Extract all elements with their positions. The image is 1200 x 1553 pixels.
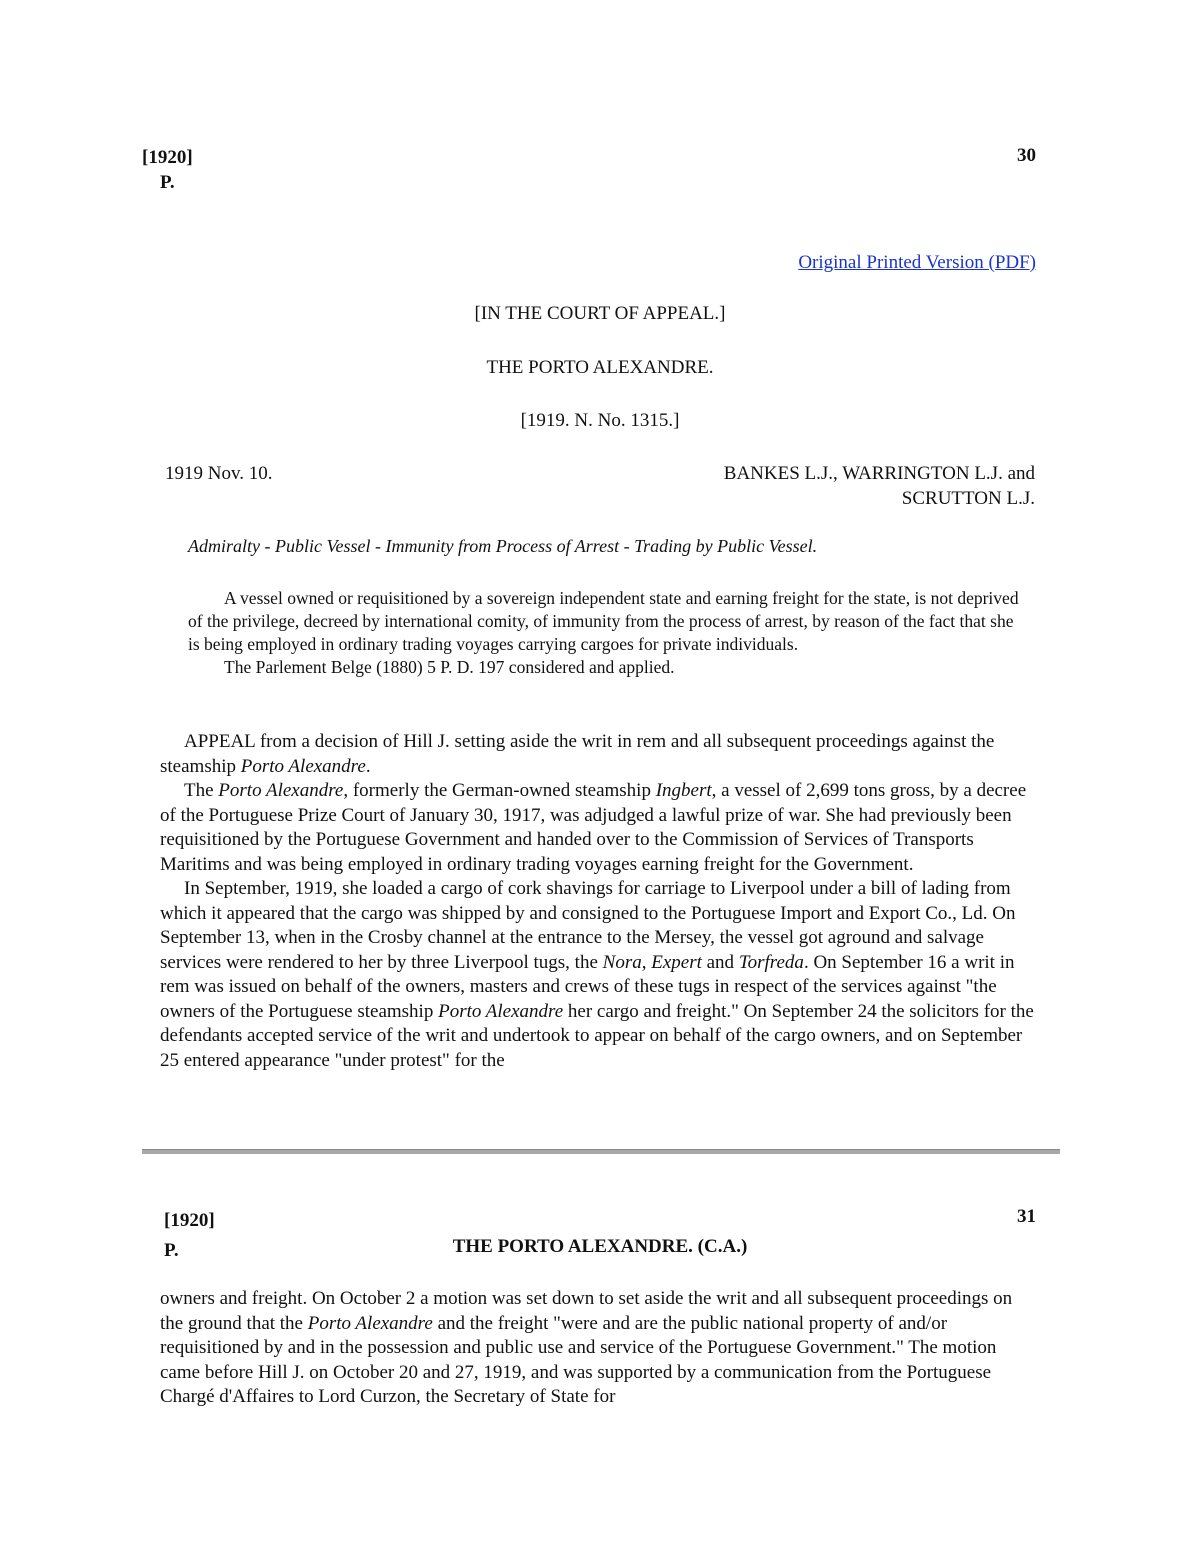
text: APPEAL from a decision of Hill J. setting aside the writ in rem and all subsequent proceedings against the steamship bbox=[160, 731, 995, 777]
text: and bbox=[701, 951, 739, 973]
text: The bbox=[184, 780, 219, 801]
facts-paragraph bbox=[160, 779, 1040, 877]
judges-line-1: BANKES L.J., WARRINGTON L.J. and bbox=[723, 463, 1035, 484]
ship-name: Ingbert bbox=[655, 780, 712, 801]
report-series: P. bbox=[160, 172, 175, 193]
report-body-page-31 bbox=[160, 1287, 1040, 1410]
text: . bbox=[365, 755, 371, 777]
catchwords: Admiralty - Public Vessel - Immunity from Process of Arrest - Trading by Public Vessel. bbox=[188, 536, 818, 556]
judges bbox=[724, 461, 1035, 511]
text: her cargo and freight." On September 24 the solicitors for the defendants accepted service of the writ and undertook to appear on behalf of the cargo owners, and on September 25 entered appearance "under protest" for the bbox=[160, 1000, 1034, 1071]
report-series: P. bbox=[164, 1240, 179, 1261]
decision-date: 1919 Nov. 10. bbox=[165, 463, 273, 484]
report-body-page-30 bbox=[160, 730, 1040, 1073]
tug-name: Expert bbox=[651, 951, 702, 973]
case-number: [1919. N. No. 1315.] bbox=[520, 410, 680, 431]
tug-name: Nora bbox=[602, 951, 642, 973]
page-number: 30 bbox=[1017, 145, 1036, 166]
appeal-paragraph bbox=[160, 730, 1040, 779]
ship-name: Porto Alexandre bbox=[240, 755, 366, 777]
headnote bbox=[188, 587, 1026, 679]
text: , formerly the German-owned steamship bbox=[343, 780, 656, 801]
text: , a vessel of 2,699 tons gross, by a decree of the Portuguese Prize Court of January 30, 1917, was adjudged a lawful prize of war. She had previously been requisitioned by the Portuguese Government and handed over to the Commission of Services of Transports Maritims and was being employed in ordinary trading voyages earning freight for the Government. bbox=[160, 780, 1027, 875]
case-title: THE PORTO ALEXANDRE. bbox=[486, 357, 714, 378]
page-header-left bbox=[142, 145, 193, 195]
running-title: THE PORTO ALEXANDRE. (C.A.) bbox=[452, 1236, 748, 1257]
text: owners and freight. On October 2 a motion was set down to set aside the writ and all subsequent proceedings on the ground that the bbox=[160, 1288, 1013, 1334]
ship-name: Porto Alexandre bbox=[438, 1000, 564, 1022]
motion-paragraph bbox=[160, 1287, 1040, 1410]
report-year: [1920] bbox=[142, 147, 193, 168]
ship-name: Porto Alexandre bbox=[218, 780, 344, 801]
headnote-authority: The Parlement Belge (1880) 5 P. D. 197 considered and applied. bbox=[224, 657, 675, 677]
text: In September, 1919, she loaded a cargo of cork shavings for carriage to Liverpool under a bill of lading from which it appeared that the cargo was shipped by and consigned to the Portuguese Import and Export Co., Ld. On September 13, when in the Crosby channel at the entrance to the Mersey, the vessel got aground and salvage services were rendered to her by three Liverpool tugs, the bbox=[160, 878, 1016, 973]
tug-name: Torfreda bbox=[738, 951, 804, 973]
page-divider bbox=[142, 1149, 1060, 1154]
judges-line-2: SCRUTTON L.J. bbox=[901, 488, 1035, 509]
original-pdf-link[interactable]: Original Printed Version (PDF) bbox=[798, 252, 1036, 273]
text: , bbox=[641, 951, 652, 973]
ship-name: Porto Alexandre bbox=[307, 1312, 433, 1334]
headnote-holding: A vessel owned or requisitioned by a sovereign independent state and earning freight for the state, is not deprived of the privilege, decreed by international comity, of immunity from the process of arrest, by reason of the fact that she is being employed in ordinary trading voyages carrying cargoes for private individuals. bbox=[188, 588, 1019, 654]
text: . On September 16 a writ in rem was issued on behalf of the owners, masters and crews of these tugs in respect of the services against "the owners of the Portuguese steamship bbox=[160, 951, 1015, 1022]
court-name: [IN THE COURT OF APPEAL.] bbox=[474, 303, 726, 324]
text: and the freight "were and are the public national property of and/or requisitioned by and in the possession and public use and service of the Portuguese Government." The motion came before Hill J. on October 20 and 27, 1919, and was supported by a communication from the Portuguese Chargé d'Affaires to Lord Curzon, the Secretary of State for bbox=[160, 1312, 997, 1407]
salvage-paragraph bbox=[160, 877, 1040, 1073]
page-number-2: 31 bbox=[1017, 1206, 1036, 1227]
report-year: [1920] bbox=[164, 1210, 215, 1231]
